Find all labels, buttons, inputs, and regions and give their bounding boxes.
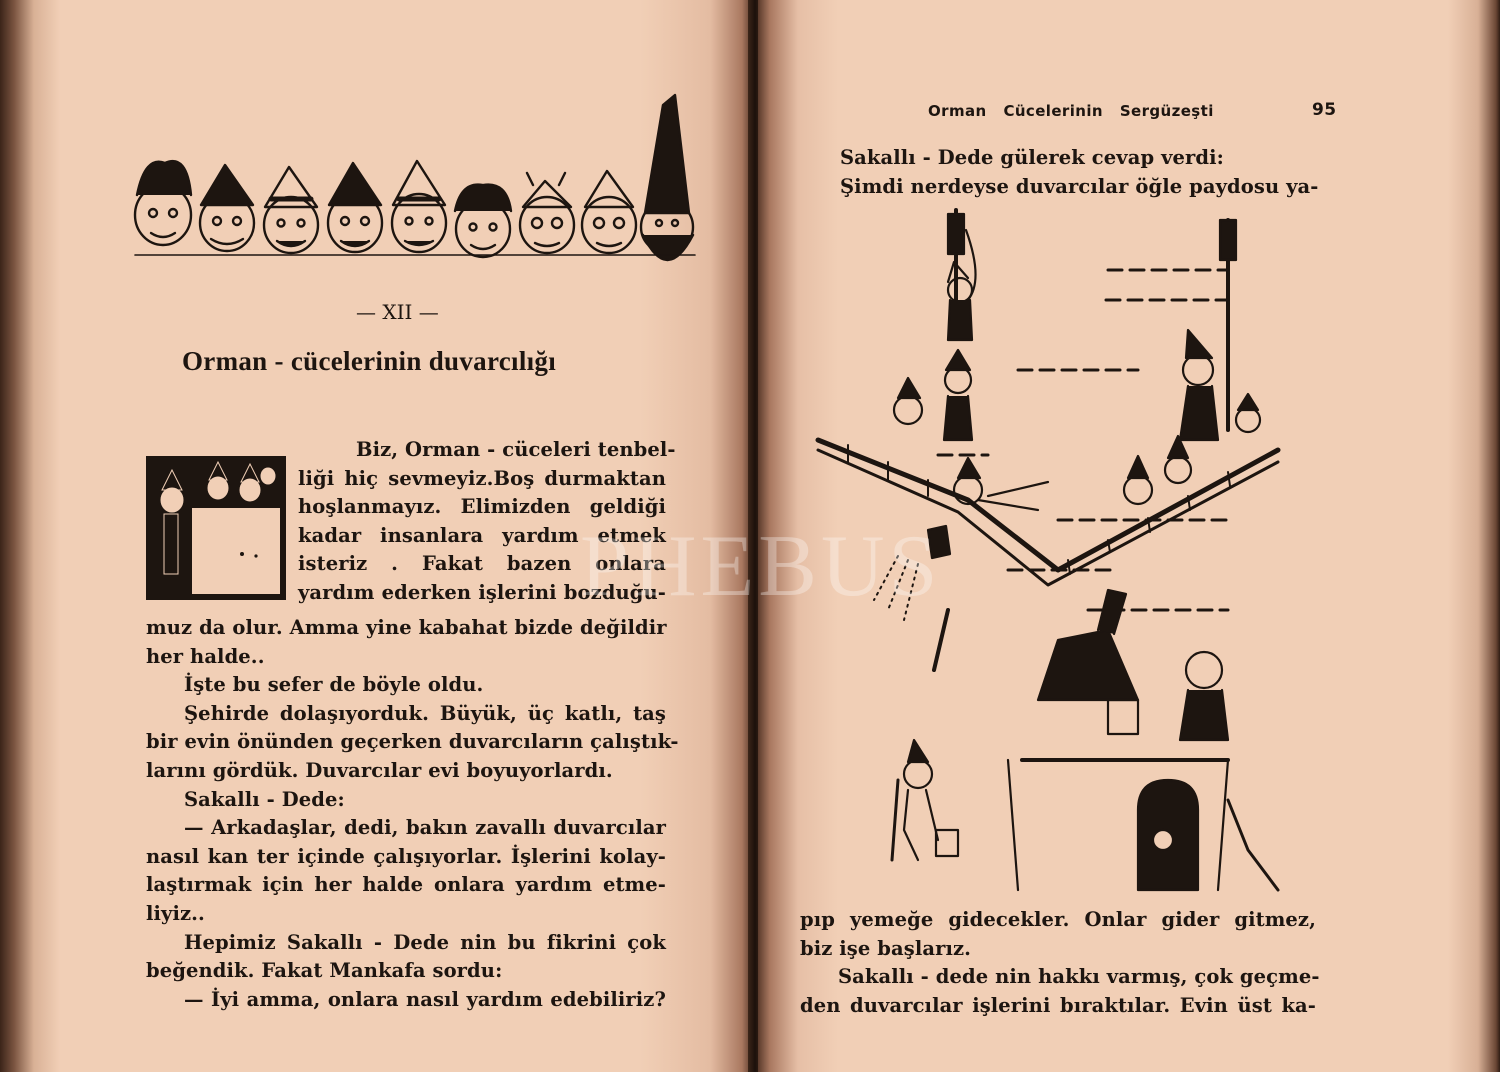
text-line: Biz, Orman - cüceleri tenbel- bbox=[356, 438, 676, 461]
running-header: Orman Cücelerinin Sergüzeşti bbox=[928, 102, 1214, 120]
top-text-lines bbox=[840, 144, 1320, 201]
paragraph-lines-full bbox=[146, 614, 679, 1014]
text-line: yardım ederken işlerini bozduğu- bbox=[298, 580, 666, 604]
initial-illustration bbox=[146, 456, 286, 600]
chapter-number: — XII — bbox=[356, 300, 439, 324]
text-line: Şehirde dolaşıyorduk. Büyük, üç katlı, taş bbox=[184, 701, 666, 725]
text-line: — İyi amma, onlara nasıl yardım edebiliriz? bbox=[184, 987, 666, 1011]
text-line: liği hiç sevmeyiz.Boş durmaktan bbox=[298, 466, 666, 490]
text-line: isteriz . Fakat bazen onlara bbox=[298, 552, 666, 576]
text-line: beğendik. Fakat Mankafa sordu: bbox=[146, 959, 503, 983]
chapter-title: Orman - cücelerinin duvarcılığı bbox=[182, 346, 557, 376]
text-line: Şimdi nerdeyse duvarcılar öğle paydosu ya- bbox=[840, 174, 1319, 198]
text-line: kadar insanlara yardım etmek bbox=[298, 523, 666, 547]
dwarf-heads-illustration bbox=[115, 95, 715, 285]
text-line: biz işe başlarız. bbox=[800, 936, 972, 960]
text-line: bir evin önünden geçerken duvarcıların çalıştık- bbox=[146, 730, 679, 754]
text-line: her halde.. bbox=[146, 644, 265, 668]
text-line: den duvarcılar işlerini bıraktılar. Evin üst ka- bbox=[800, 993, 1316, 1017]
text-line: nasıl kan ter içinde çalışıyorlar. İşlerini kolay- bbox=[146, 844, 666, 868]
right-page bbox=[580, 0, 1500, 1072]
text-line: hoşlanmayız. Elimizden geldiği bbox=[298, 495, 666, 519]
bottom-text-lines bbox=[800, 906, 1320, 1020]
watermark: PHEBUS bbox=[580, 518, 942, 615]
text-line: liyiz.. bbox=[146, 901, 205, 925]
page-number: 95 bbox=[1312, 100, 1337, 120]
text-line: laştırmak için her halde onlara yardım etme- bbox=[146, 873, 666, 897]
text-line: larını gördük. Duvarcılar evi boyuyorlardı. bbox=[146, 758, 613, 782]
text-line: Hepimiz Sakallı - Dede nin bu fikrini çok bbox=[184, 930, 666, 954]
text-line: Sakallı - Dede: bbox=[184, 787, 345, 811]
text-line: muz da olur. Amma yine kabahat bizde değildir bbox=[146, 616, 667, 639]
text-line: Sakallı - dede nin hakkı varmış, çok geçme- bbox=[838, 965, 1320, 989]
text-line: İşte bu sefer de böyle oldu. bbox=[184, 673, 484, 697]
text-line: Sakallı - Dede gülerek cevap verdi: bbox=[840, 146, 1224, 169]
text-line: — Arkadaşlar, dedi, bakın zavallı duvarcılar bbox=[184, 816, 666, 840]
text-line: pıp yemeğe gidecekler. Onlar gider gitmez, bbox=[800, 908, 1316, 931]
